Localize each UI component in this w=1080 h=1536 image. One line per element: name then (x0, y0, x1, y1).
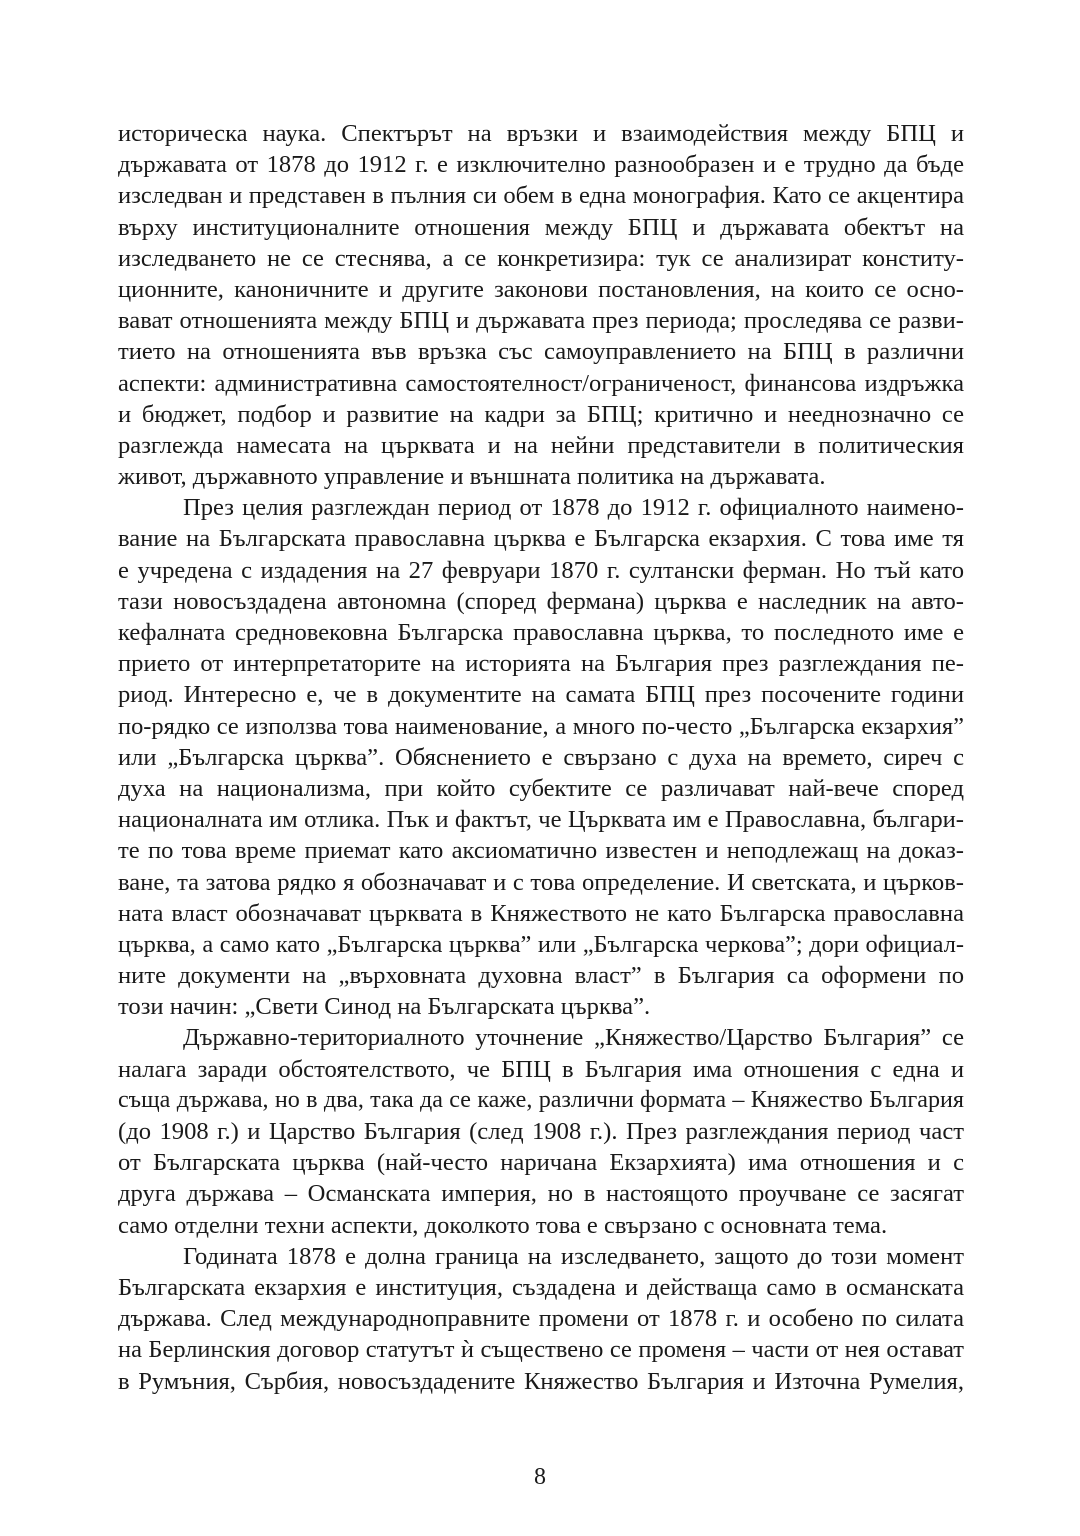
text-line: църква, а само като „Българска църква” или „Българска черкова”; дори официал- (118, 930, 964, 958)
text-line: е учредена с издадения на 27 февруари 1870 г. султански ферман. Но тъй като (118, 556, 964, 584)
text-line: Годината 1878 е долна граница на изследването, защото до този момент (183, 1242, 964, 1270)
text-line: този начин: „Свети Синод на Българската църква”. (118, 993, 651, 1021)
text-line: ване, та затова рядко я обозначават и с това определение. И светската, и църков- (118, 868, 964, 896)
text-line: в Румъния, Сърбия, новосъздадените Княжество България и Източна Румелия, (118, 1367, 964, 1395)
text-line: само отделни техни аспекти, доколкото това е свързано с основната тема. (118, 1211, 888, 1239)
text-line: изследването не се стеснява, а се конкретизира: тук се анализират конститу- (118, 244, 964, 272)
text-line: Българската екзархия е институция, създадена и действаща само в османската (118, 1273, 964, 1301)
text-line: по-рядко се използва това наименование, а много по-често „Българска екзархия” (118, 712, 964, 740)
text-line: (до 1908 г.) и Царство България (след 1908 г.). През разглеждания период част (118, 1118, 964, 1145)
text-line: Държавно-териториалното уточнение „Княжество/Царство България” се (183, 1024, 964, 1052)
text-line: друга държава – Османската империя, но в настоящото проучване се засягат (118, 1180, 964, 1208)
text-line: През целия разглеждан период от 1878 до 1912 г. официалното наимено- (183, 494, 964, 522)
text-line: ните документи на „върховната духовна власт” в България са оформени по (118, 962, 964, 990)
text-line: държава. След международноправните промени от 1878 г. и особено по силата (118, 1305, 964, 1333)
text-line: те по това време приемат като аксиоматично известен и неподлежащ на доказ- (118, 837, 964, 865)
paragraph (118, 1241, 964, 1397)
text-line: разглежда намесата на църквата и на нейни представители в политическия (118, 431, 964, 459)
paragraph (118, 492, 964, 1022)
text-line: духа на национализма, при който субектите се различават най-вече според (118, 774, 964, 802)
text-line: или „Българска църква”. Обяснението е свързано с духа на времето, сиреч с (118, 743, 964, 771)
text-line: тието на отношенията във връзка със самоуправлението на БПЦ в различни (118, 338, 964, 366)
text-line: на Берлинския договор статутът ѝ съществено се променя – части от нея остават (118, 1336, 964, 1364)
text-line: вание на Българската православна църква е Българска екзархия. С това име тя (118, 525, 964, 553)
text-line: ната власт обозначават църквата в Княжеството не като Българска православна (118, 899, 964, 927)
text-line: националната им отлика. Пък и фактът, че Църквата им е Православна, българи- (118, 806, 964, 834)
text-line: вават отношенията между БПЦ и държавата през периода; проследява се разви- (118, 307, 964, 335)
text-line: тази новосъздадена автономна (според фермана) църква е наследник на авто- (118, 587, 964, 615)
text-line: кефалната средновековна Българска православна църква, то последното име е (118, 619, 964, 646)
text-line: историческа наука. Спектърът на връзки и взаимодействия между БПЦ и (118, 120, 964, 147)
text-line: живот, държавното управление и външната политика на държавата. (118, 463, 826, 491)
text-line: съща държава, но в два, така да се каже, различни формата – Княжество България (118, 1086, 964, 1113)
paragraph (118, 1022, 964, 1240)
text-line: изследван и представен в пълния си обем в една монография. Като се акцентира (118, 182, 964, 210)
page-number: 8 (534, 1464, 546, 1490)
text-line: аспекти: административна самостоятелност/ограниченост, финансова издръжка (118, 369, 964, 397)
paragraph (118, 118, 964, 492)
body-text (118, 118, 964, 1397)
text-line: прието от интерпретаторите на историята на България през разглеждания пе- (118, 650, 964, 678)
text-line: държавата от 1878 до 1912 г. е изключително разнообразен и е трудно да бъде (118, 151, 964, 179)
text-line: от Българската църква (най-често наричана Екзархията) има отношения и с (118, 1149, 964, 1177)
text-line: върху институционалните отношения между БПЦ и държавата обектът на (118, 213, 964, 241)
text-line: ционните, каноничните и другите законови постановления, на които се осно- (118, 275, 964, 303)
text-line: риод. Интересно е, че в документите на самата БПЦ през посочените години (118, 681, 964, 709)
text-line: и бюджет, подбор и развитие на кадри за БПЦ; критично и нееднозначно се (118, 400, 964, 428)
text-line: налага заради обстоятелството, че БПЦ в България има отношения с една и (118, 1055, 964, 1083)
